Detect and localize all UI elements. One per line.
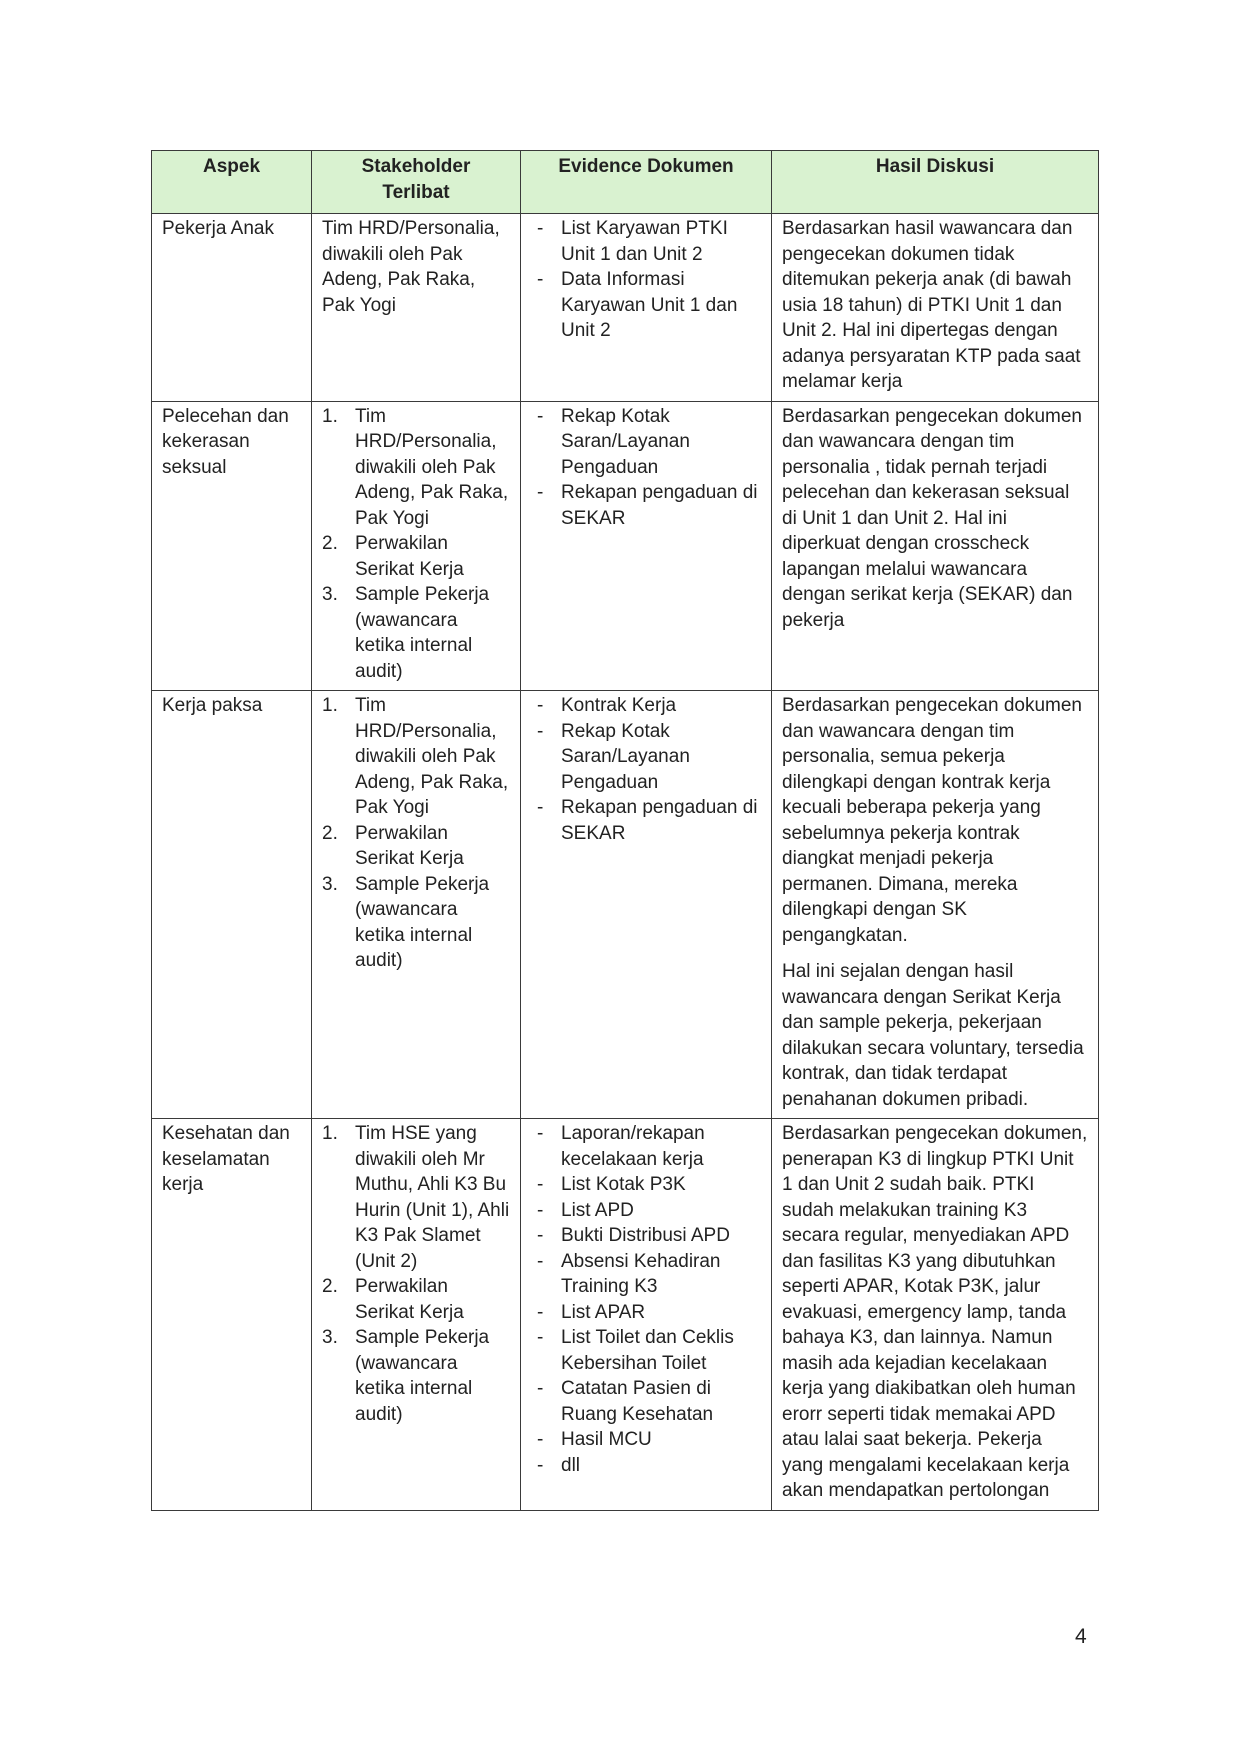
evidence-text: List Toilet dan Ceklis Kebersihan Toilet (561, 1327, 734, 1374)
hasil-paragraph: Hal ini sejalan dengan hasil wawancara dengan Serikat Kerja dan sample pekerja, pekerjaan dilakukan secara voluntary, tersedia kontrak, dan tidak terdapat penahanan dokumen pribadi. (782, 961, 1084, 1110)
dash-bullet: - (537, 1123, 544, 1144)
evidence-text: Hasil MCU (561, 1429, 652, 1450)
list-number: 1. (322, 695, 338, 716)
evidence-list (531, 216, 761, 344)
list-number: 1. (322, 1123, 338, 1144)
table-row (152, 1119, 1099, 1511)
dash-bullet: - (537, 1174, 544, 1195)
evidence-text: Rekapan pengaduan di SEKAR (561, 797, 758, 844)
evidence-item (531, 216, 761, 267)
dash-bullet: - (537, 218, 544, 239)
table-row (152, 691, 1099, 1119)
evidence-item (531, 1121, 761, 1172)
dash-bullet: - (537, 1301, 544, 1323)
stakeholder-item (322, 1121, 510, 1274)
list-number: 2. (322, 1276, 338, 1297)
dash-bullet: - (537, 1378, 544, 1399)
evidence-text: List APAR (561, 1301, 646, 1323)
evidence-item (531, 1376, 761, 1427)
dash-bullet: - (537, 1327, 544, 1348)
evidence-text: List Kotak P3K (561, 1174, 686, 1195)
stakeholder-list (322, 1121, 510, 1427)
table-row (152, 214, 1099, 402)
stakeholder-cell: Tim HRD/Personalia, diwakili oleh Pak Adeng, Pak Raka, Pak Yogi (312, 214, 521, 402)
stakeholder-item (322, 821, 510, 872)
evidence-cell (521, 214, 772, 402)
stakeholder-text: Sample Pekerja (wawancara ketika internal audit) (355, 584, 490, 682)
hasil-cell (772, 401, 1099, 691)
stakeholder-text: Perwakilan Serikat Kerja (355, 822, 464, 869)
evidence-cell (521, 1119, 772, 1511)
dash-bullet: - (537, 1454, 544, 1476)
hasil-cell (772, 214, 1099, 402)
evidence-item (531, 1453, 761, 1479)
stakeholder-list (322, 693, 510, 974)
hasil-cell (772, 691, 1099, 1119)
header-aspek: Aspek (152, 151, 312, 214)
hasil-paragraph: Berdasarkan pengecekan dokumen dan wawancara dengan tim personalia, semua pekerja dilengkapi dengan kontrak kerja kecuali beberapa pekerja yang sebelumnya pekerja kontrak diangkat menjadi pekerja permanen. Dimana, mereka dilengkapi dengan SK pengangkatan. (782, 695, 1082, 946)
dash-bullet: - (537, 482, 544, 503)
evidence-item (531, 480, 761, 531)
evidence-text: Laporan/rekapan kecelakaan kerja (561, 1123, 705, 1170)
list-number: 2. (322, 822, 338, 844)
stakeholder-text: Tim HRD/Personalia, diwakili oleh Pak Adeng, Pak Raka, Pak Yogi (355, 695, 509, 818)
stakeholder-text: Tim HSE yang diwakili oleh Mr Muthu, Ahli K3 Bu Hurin (Unit 1), Ahli K3 Pak Slamet (Unit 2) (355, 1123, 510, 1272)
evidence-list (531, 1121, 761, 1478)
evidence-item (531, 267, 761, 344)
stakeholder-item (322, 1274, 510, 1325)
evidence-text: Absensi Kehadiran Training K3 (561, 1250, 721, 1297)
evidence-item (531, 1325, 761, 1376)
evidence-text: dll (561, 1454, 581, 1476)
evidence-item (531, 1172, 761, 1198)
aspek-cell: Pelecehan dan kekerasan seksual (152, 401, 312, 691)
dash-bullet: - (537, 720, 544, 742)
stakeholder-item (322, 582, 510, 684)
evidence-list (531, 404, 761, 532)
table-row (152, 401, 1099, 691)
aspek-cell: Kesehatan dan keselamatan kerja (152, 1119, 312, 1511)
evidence-item (531, 693, 761, 719)
stakeholder-item (322, 693, 510, 821)
page-number: 4 (1075, 1625, 1087, 1648)
hasil-paragraph: Berdasarkan pengecekan dokumen dan wawancara dengan tim personalia , tidak pernah terjadi pelecehan dan kekerasan seksual di Unit 1 dan Unit 2. Hal ini diperkuat dengan crosscheck lapangan melalui wawancara dengan serikat kerja (SEKAR) dan pekerja (782, 405, 1082, 631)
dash-bullet: - (537, 1225, 544, 1246)
dash-bullet: - (537, 1199, 544, 1221)
aspek-cell: Kerja paksa (152, 691, 312, 1119)
stakeholder-text: Sample Pekerja (wawancara ketika internal audit) (355, 873, 490, 971)
dash-bullet: - (537, 1250, 544, 1272)
evidence-item (531, 1223, 761, 1249)
main-table (151, 150, 1099, 1511)
list-number: 3. (322, 584, 338, 605)
evidence-item (531, 1300, 761, 1326)
evidence-text: Kontrak Kerja (561, 695, 677, 716)
list-number: 1. (322, 405, 338, 427)
header-hasil: Hasil Diskusi (772, 151, 1099, 214)
evidence-text: Bukti Distribusi APD (561, 1225, 730, 1246)
table-header-row (152, 151, 1099, 214)
evidence-cell (521, 691, 772, 1119)
hasil-paragraph: Berdasarkan hasil wawancara dan pengecekan dokumen tidak ditemukan pekerja anak (di bawah usia 18 tahun) di PTKI Unit 1 dan Unit 2. Hal ini dipertegas dengan adanya persyaratan KTP pada saat melamar kerja (782, 218, 1081, 392)
hasil-cell (772, 1119, 1099, 1511)
evidence-text: Rekapan pengaduan di SEKAR (561, 482, 758, 529)
evidence-text: Catatan Pasien di Ruang Kesehatan (561, 1378, 714, 1425)
list-number: 3. (322, 1327, 338, 1348)
evidence-text: List Karyawan PTKI Unit 1 dan Unit 2 (561, 218, 728, 265)
dash-bullet: - (537, 1429, 544, 1450)
evidence-item (531, 1427, 761, 1453)
evidence-item (531, 1198, 761, 1224)
dash-bullet: - (537, 405, 544, 427)
evidence-item (531, 404, 761, 481)
stakeholder-text: Tim HRD/Personalia, diwakili oleh Pak Adeng, Pak Raka, Pak Yogi (355, 405, 509, 529)
header-evidence: Evidence Dokumen (521, 151, 772, 214)
header-stakeholder: Stakeholder Terlibat (312, 151, 521, 214)
dash-bullet: - (537, 269, 544, 290)
evidence-text: List APD (561, 1199, 634, 1221)
evidence-item (531, 1249, 761, 1300)
stakeholder-cell (312, 401, 521, 691)
stakeholder-item (322, 872, 510, 974)
stakeholder-cell (312, 1119, 521, 1511)
stakeholder-item (322, 1325, 510, 1427)
evidence-cell (521, 401, 772, 691)
hasil-paragraph: Berdasarkan pengecekan dokumen, penerapan K3 di lingkup PTKI Unit 1 dan Unit 2 sudah baik. PTKI sudah melakukan training K3 secara regular, menyediakan APD dan fasilitas K3 yang dibutuhkan seperti APAR, Kotak P3K, jalur evakuasi, emergency lamp, tanda bahaya K3, dan lainnya. Namun masih ada kejadian kecelakaan kerja yang diakibatkan oleh human erorr seperti tidak memakai APD atau lalai saat bekerja. Pekerja yang mengalami kecelakaan kerja akan mendapatkan pertolongan (782, 1123, 1088, 1501)
stakeholder-text: Sample Pekerja (wawancara ketika internal audit) (355, 1327, 490, 1425)
evidence-text: Data Informasi Karyawan Unit 1 dan Unit 2 (561, 269, 738, 341)
dash-bullet: - (537, 695, 544, 716)
stakeholder-item (322, 531, 510, 582)
stakeholder-list (322, 404, 510, 685)
stakeholder-text: Perwakilan Serikat Kerja (355, 533, 464, 580)
aspek-cell: Pekerja Anak (152, 214, 312, 402)
stakeholder-text: Perwakilan Serikat Kerja (355, 1276, 464, 1323)
evidence-text: Rekap Kotak Saran/Layanan Pengaduan (561, 405, 690, 478)
evidence-item (531, 795, 761, 846)
stakeholder-cell (312, 691, 521, 1119)
evidence-list (531, 693, 761, 846)
stakeholder-item (322, 404, 510, 532)
list-number: 3. (322, 873, 338, 895)
dash-bullet: - (537, 797, 544, 818)
evidence-item (531, 719, 761, 796)
evidence-text: Rekap Kotak Saran/Layanan Pengaduan (561, 720, 690, 793)
list-number: 2. (322, 533, 338, 554)
